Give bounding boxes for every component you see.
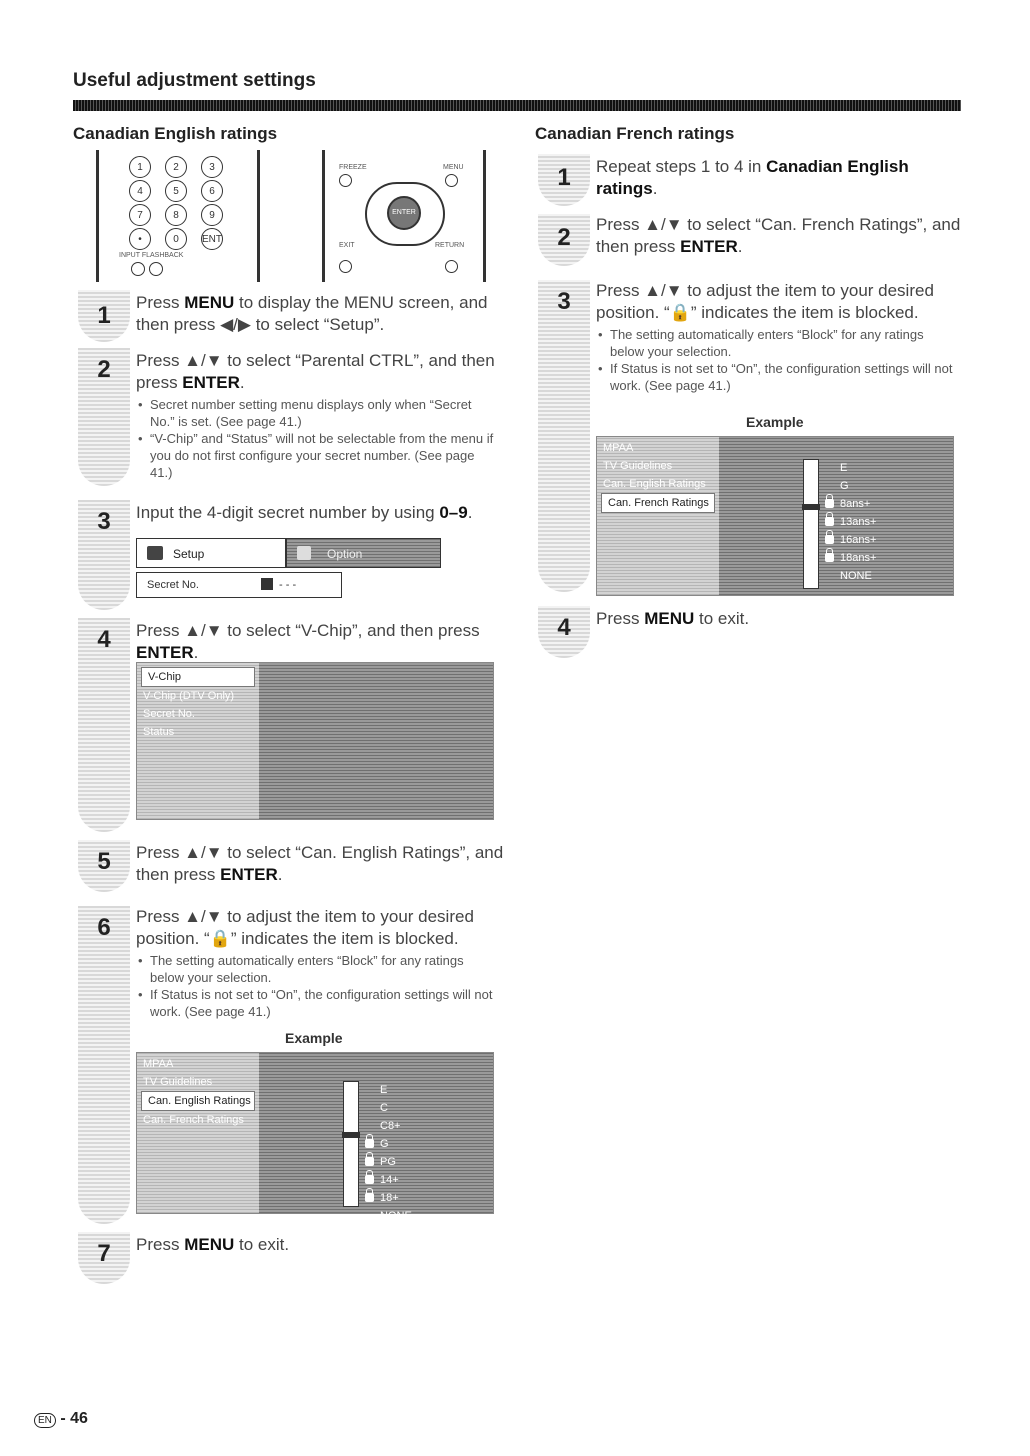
- note: • “V-Chip” and “Status” will not be selectable from the menu if you do not first configure your secret number. (See page 41.): [136, 430, 496, 481]
- rating-label: 18ans+: [840, 552, 877, 564]
- lock-icon: [825, 553, 834, 562]
- step-badge-r2: [538, 214, 590, 266]
- keypad-key: ENT: [201, 228, 223, 250]
- rating-label: 18+: [380, 1192, 399, 1204]
- rating-label: C: [380, 1102, 388, 1114]
- rating-item[interactable]: [825, 459, 876, 477]
- step-6-text: Press ▲/▼ to adjust the item to your desired position. “🔒” indicates the item is blocked.: [136, 907, 474, 948]
- rating-item[interactable]: [825, 477, 876, 495]
- right-step-1-text: Repeat steps 1 to 4 in Canadian English ratings.: [596, 157, 909, 198]
- rating-item[interactable]: [365, 1135, 412, 1153]
- freeze-button: [339, 174, 352, 187]
- lock-icon: [825, 499, 834, 508]
- keypad-key: 5: [165, 180, 187, 202]
- menu-item[interactable]: Status: [143, 726, 175, 738]
- step-badge-3: [78, 500, 130, 610]
- exit-label: EXIT: [339, 242, 355, 249]
- remote-nav-illustration: [322, 150, 486, 282]
- remote-keypad-illustration: [96, 150, 260, 282]
- french-ratings-menu: [596, 436, 954, 596]
- step-1-text: Press MENU to display the MENU screen, and then press ◀/▶ to select “Setup”.: [136, 293, 488, 334]
- step-number: 1: [97, 302, 111, 329]
- menu-item[interactable]: Can. French Ratings: [143, 1114, 244, 1126]
- menu-item[interactable]: Secret No.: [143, 708, 195, 720]
- step-number: 6: [97, 914, 111, 941]
- english-ratings-menu: [136, 1052, 494, 1222]
- lock-icon: [365, 1157, 374, 1166]
- page-title: Useful adjustment settings: [73, 70, 316, 91]
- step-5-text: Press ▲/▼ to select “Can. English Ratings”, and then press ENTER.: [136, 843, 504, 884]
- menu-button: [445, 174, 458, 187]
- rating-label: C8+: [380, 1120, 401, 1132]
- lock-icon: [365, 1175, 374, 1184]
- keypad-key: 6: [201, 180, 223, 202]
- rating-label: NONE: [840, 570, 872, 582]
- header-rule: [73, 100, 961, 111]
- step-badge-r1: [538, 154, 590, 206]
- rating-label: 14+: [380, 1174, 399, 1186]
- menu-item[interactable]: TV Guidelines: [143, 1076, 213, 1088]
- step-7-text: Press MENU to exit.: [136, 1235, 290, 1254]
- secret-entry-dashes: - - -: [279, 579, 297, 591]
- step-badge-4: [78, 618, 130, 832]
- example-label: Example: [746, 414, 804, 430]
- keypad-key: 3: [201, 156, 223, 178]
- option-icon: [297, 546, 311, 560]
- rating-slider[interactable]: [343, 1081, 359, 1207]
- step-number: 2: [557, 224, 571, 251]
- step-badge-1: [78, 290, 130, 342]
- menu-item[interactable]: TV Guidelines: [603, 460, 673, 472]
- right-step-2-text: Press ▲/▼ to select “Can. French Ratings”, and then press ENTER.: [596, 215, 961, 256]
- rating-item[interactable]: [365, 1117, 412, 1135]
- rating-item[interactable]: [365, 1153, 412, 1171]
- step-number: 5: [97, 848, 111, 875]
- step-badge-r3: [538, 280, 590, 592]
- rating-item[interactable]: [825, 513, 876, 531]
- menu-item[interactable]: Can. French Ratings: [601, 493, 715, 513]
- right-step-3-text: Press ▲/▼ to adjust the item to your desired position. “🔒” indicates the item is blocked.: [596, 281, 934, 322]
- rating-label: 16ans+: [840, 534, 877, 546]
- menu-item[interactable]: MPAA: [603, 442, 634, 454]
- note: • Secret number setting menu displays only when “Secret No.” is set. (See page 41.): [136, 396, 496, 430]
- right-step-4-text: Press MENU to exit.: [596, 609, 750, 628]
- rating-item[interactable]: [825, 531, 876, 549]
- rating-label: PG: [380, 1156, 396, 1168]
- step-badge-r4: [538, 606, 590, 658]
- rating-label: E: [840, 462, 848, 474]
- flashback-button: [149, 262, 163, 276]
- rating-item[interactable]: [825, 549, 876, 567]
- step-badge-6: [78, 906, 130, 1224]
- keypad-key: 2: [165, 156, 187, 178]
- step-3-text: Input the 4-digit secret number by using 0–9.: [136, 503, 473, 522]
- rating-slider-thumb[interactable]: [802, 504, 820, 510]
- lock-icon: 🔒: [209, 929, 231, 948]
- rating-label: 13ans+: [840, 516, 877, 528]
- keypad-key: 9: [201, 204, 223, 226]
- lock-icon: [365, 1139, 374, 1148]
- return-button: [445, 260, 458, 273]
- vchip-menu: [136, 662, 494, 820]
- rating-item[interactable]: [365, 1189, 412, 1207]
- rating-item[interactable]: [825, 495, 876, 513]
- step-number: 3: [557, 288, 571, 315]
- flashback-label: FLASHBACK: [141, 252, 184, 259]
- rating-label: G: [840, 480, 849, 492]
- input-button: [131, 262, 145, 276]
- note: • If Status is not set to “On”, the configuration settings will not work. (See page 41.): [136, 986, 496, 1020]
- lock-icon: [365, 1193, 374, 1202]
- secret-entry-cursor: [261, 578, 273, 590]
- step-badge-5: [78, 840, 130, 892]
- rating-item[interactable]: [365, 1207, 412, 1225]
- note: • If Status is not set to “On”, the configuration settings will not work. (See page 41.): [596, 360, 956, 394]
- keypad-key: 1: [129, 156, 151, 178]
- step-number: 4: [97, 626, 111, 653]
- secret-no-label: Secret No.: [147, 579, 199, 591]
- rating-label: E: [380, 1084, 388, 1096]
- language-badge-icon: EN: [34, 1413, 56, 1428]
- page-number: [34, 1410, 88, 1428]
- menu-item[interactable]: Can. English Ratings: [603, 478, 706, 490]
- keypad-key: 7: [129, 204, 151, 226]
- input-label: INPUT: [119, 252, 140, 259]
- menu-item[interactable]: V-Chip (DTV Only): [143, 690, 235, 702]
- step-number: 7: [97, 1240, 111, 1267]
- return-label: RETURN: [435, 242, 465, 249]
- rating-item[interactable]: [825, 567, 876, 585]
- step-2-text: Press ▲/▼ to select “Parental CTRL”, and then press ENTER.: [136, 351, 495, 392]
- lock-icon: [825, 517, 834, 526]
- keypad-key: 8: [165, 204, 187, 226]
- menu-item[interactable]: MPAA: [143, 1058, 174, 1070]
- option-tab-label: Option: [327, 547, 363, 561]
- step-badge-2: [78, 348, 130, 486]
- rating-item[interactable]: [365, 1171, 412, 1189]
- example-label: Example: [285, 1030, 343, 1046]
- lock-icon: [825, 535, 834, 544]
- section-title-english: Canadian English ratings: [73, 124, 278, 143]
- menu-item[interactable]: Can. English Ratings: [141, 1091, 255, 1111]
- note: • The setting automatically enters “Block” for any ratings below your selection.: [136, 952, 496, 986]
- step-number: 4: [557, 614, 571, 641]
- exit-button: [339, 260, 352, 273]
- setup-menu: [136, 538, 441, 600]
- page-number-text: - 46: [60, 1410, 88, 1427]
- section-title-french: Canadian French ratings: [535, 124, 735, 143]
- step-number: 2: [97, 356, 111, 383]
- step-number: 1: [557, 164, 571, 191]
- keypad-key: •: [129, 228, 151, 250]
- rating-slider[interactable]: [803, 459, 819, 589]
- rating-item[interactable]: [365, 1099, 412, 1117]
- step-number: 3: [97, 508, 111, 535]
- rating-item[interactable]: [365, 1081, 412, 1099]
- setup-tab-label: Setup: [173, 547, 205, 561]
- rating-label: 8ans+: [840, 498, 871, 510]
- keypad-key: 4: [129, 180, 151, 202]
- freeze-label: FREEZE: [339, 164, 367, 171]
- setup-icon: [147, 546, 163, 560]
- step-badge-7: [78, 1232, 130, 1284]
- enter-button: ENTER: [387, 196, 421, 230]
- rating-label: G: [380, 1138, 389, 1150]
- menu-item[interactable]: V-Chip: [141, 667, 255, 687]
- rating-label: NONE: [380, 1210, 412, 1222]
- menu-label: MENU: [443, 164, 464, 171]
- keypad-key: 0: [165, 228, 187, 250]
- option-tab: [286, 538, 441, 568]
- lock-icon: 🔒: [669, 303, 691, 322]
- step-4-text: Press ▲/▼ to select “V-Chip”, and then press ENTER.: [136, 621, 480, 662]
- note: • The setting automatically enters “Block” for any ratings below your selection.: [596, 326, 956, 360]
- rating-slider-thumb[interactable]: [342, 1132, 360, 1138]
